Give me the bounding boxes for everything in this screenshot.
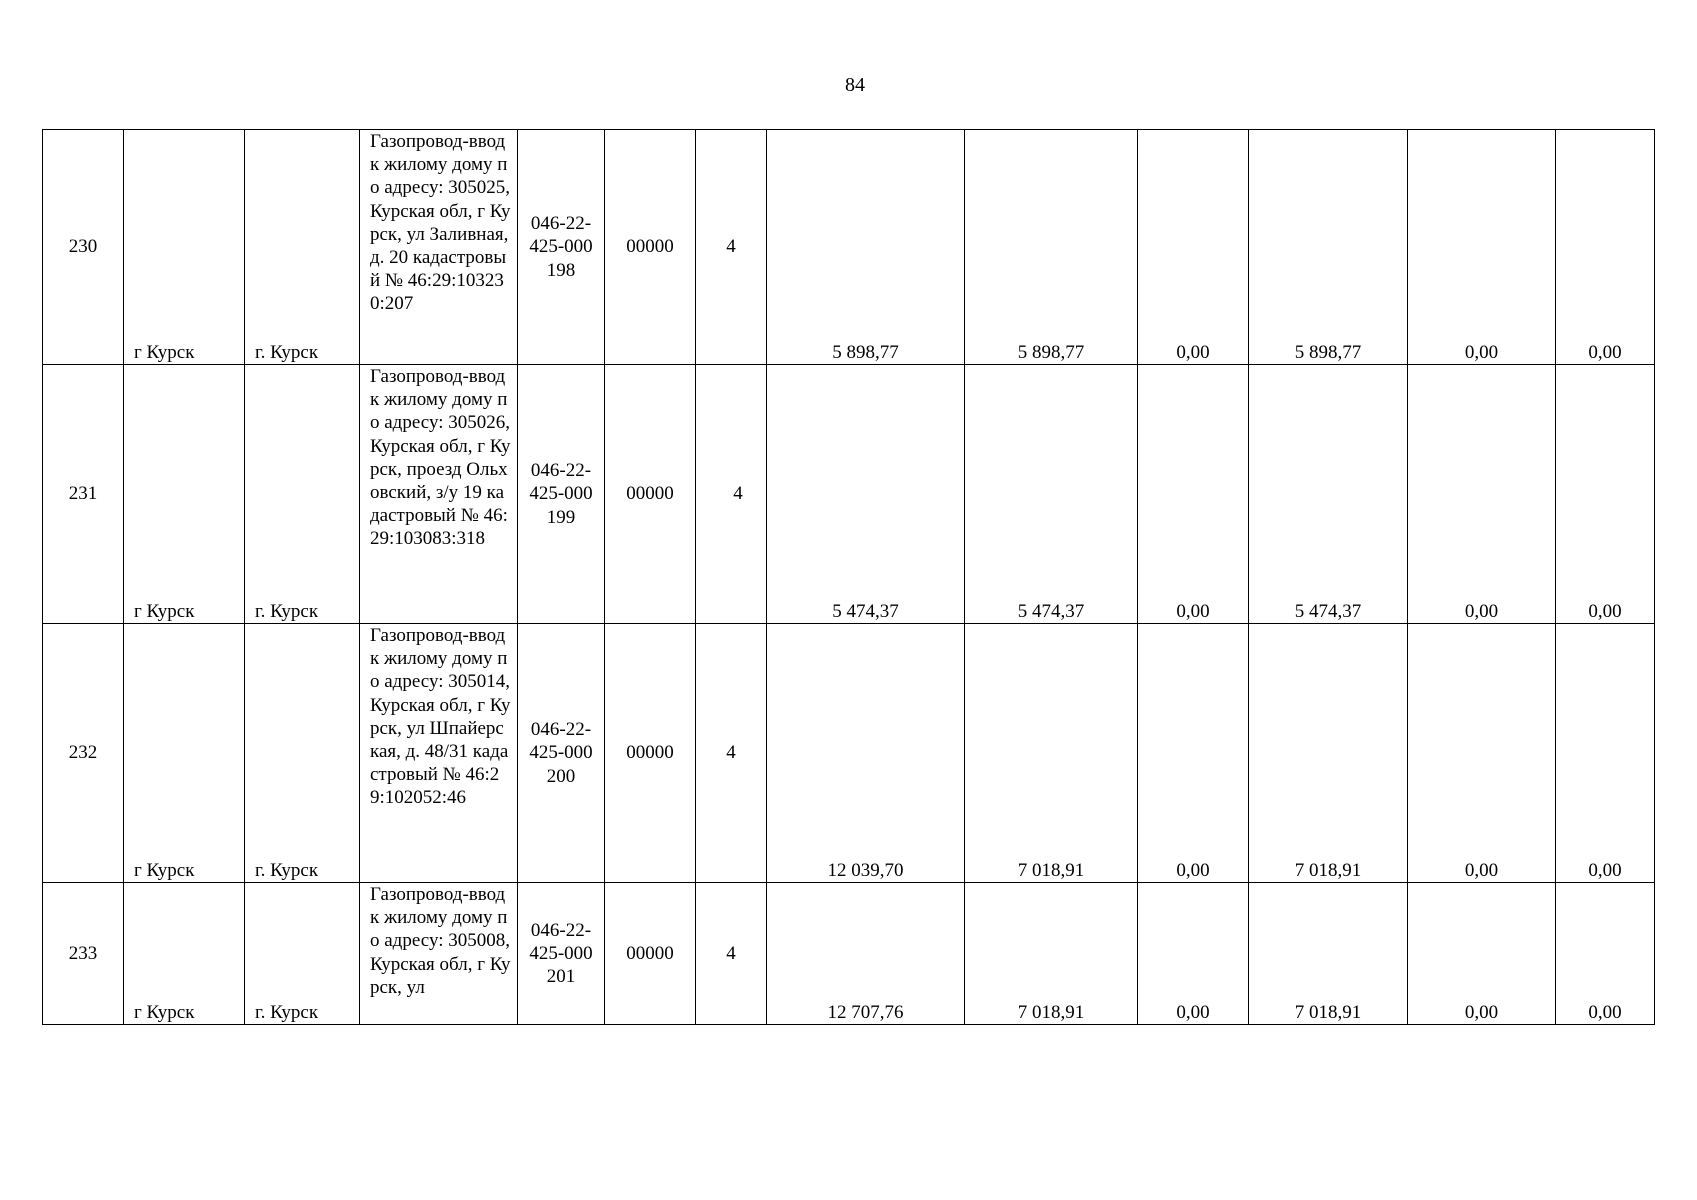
category-cell: 4	[696, 883, 767, 1025]
value-cell-4: 7 018,91	[1249, 624, 1408, 883]
value-cell-2: 5 474,37	[965, 365, 1138, 624]
value-cell-5: 0,00	[1408, 365, 1556, 624]
registry-code-text: 046-22-425-000200	[529, 719, 593, 787]
registry-code-text: 046-22-425-000198	[529, 213, 593, 281]
page-number: 84	[845, 74, 865, 96]
zeros-code-cell: 00000	[605, 883, 696, 1025]
table-row	[43, 624, 1655, 883]
value-cell-4: 5 474,37	[1249, 365, 1408, 624]
value-cell-2: 5 898,77	[965, 130, 1138, 365]
municipality-cell: г Курск	[124, 883, 245, 1025]
value-cell-3: 0,00	[1138, 365, 1249, 624]
registry-code-cell	[518, 365, 605, 624]
value-cell-5: 0,00	[1408, 883, 1556, 1025]
municipality-cell: г Курск	[124, 130, 245, 365]
category-cell: 4	[696, 624, 767, 883]
zeros-code-cell: 00000	[605, 130, 696, 365]
locality-cell: г. Курск	[245, 883, 360, 1025]
value-cell-6: 0,00	[1556, 365, 1655, 624]
value-cell-2: 7 018,91	[965, 883, 1138, 1025]
category-cell: 4	[696, 130, 767, 365]
table-row	[43, 130, 1655, 365]
value-cell-6: 0,00	[1556, 130, 1655, 365]
value-cell-1: 12 707,76	[767, 883, 965, 1025]
value-cell-5: 0,00	[1408, 624, 1556, 883]
zeros-code-cell: 00000	[605, 365, 696, 624]
object-description-cell: Газопровод-ввод к жилому дому по адресу: 305026, Курская обл, г Курск, проезд Ольховский, з/у 19 кадастровый № 46:29:103083:318	[360, 365, 518, 624]
object-description-cell: Газопровод-ввод к жилому дому по адресу: 305014, Курская обл, г Курск, ул Шпайерская, д. 48/31 кадастровый № 46:29:102052:46	[360, 624, 518, 883]
value-cell-2: 7 018,91	[965, 624, 1138, 883]
value-cell-1: 5 898,77	[767, 130, 965, 365]
registry-code-text: 046-22-425-000199	[529, 460, 593, 528]
value-cell-4: 5 898,77	[1249, 130, 1408, 365]
asset-registry-table	[42, 129, 1655, 1025]
value-cell-4: 7 018,91	[1249, 883, 1408, 1025]
registry-code-text: 046-22-425-000201	[529, 919, 593, 988]
municipality-cell: г Курск	[124, 624, 245, 883]
zeros-code-cell: 00000	[605, 624, 696, 883]
locality-cell: г. Курск	[245, 365, 360, 624]
row-number-cell: 231	[43, 365, 124, 624]
row-number-cell: 230	[43, 130, 124, 365]
municipality-cell: г Курск	[124, 365, 245, 624]
value-cell-6: 0,00	[1556, 624, 1655, 883]
registry-code-cell	[518, 883, 605, 1025]
value-cell-6: 0,00	[1556, 883, 1655, 1025]
registry-code-cell	[518, 130, 605, 365]
value-cell-3: 0,00	[1138, 130, 1249, 365]
registry-code-cell	[518, 624, 605, 883]
value-cell-1: 12 039,70	[767, 624, 965, 883]
table-row	[43, 365, 1655, 624]
locality-cell: г. Курск	[245, 624, 360, 883]
value-cell-5: 0,00	[1408, 130, 1556, 365]
row-number-cell: 233	[43, 883, 124, 1025]
value-cell-3: 0,00	[1138, 883, 1249, 1025]
object-description-cell: Газопровод-ввод к жилому дому по адресу: 305025, Курская обл, г Курск, ул Заливная, д. 20 кадастровый № 46:29:103230:207	[360, 130, 518, 365]
value-cell-3: 0,00	[1138, 624, 1249, 883]
table-row	[43, 883, 1655, 1025]
locality-cell: г. Курск	[245, 130, 360, 365]
value-cell-1: 5 474,37	[767, 365, 965, 624]
object-description-cell: Газопровод-ввод к жилому дому по адресу: 305008, Курская обл, г Курск, ул	[360, 883, 518, 1025]
row-number-cell: 232	[43, 624, 124, 883]
category-cell: 4	[696, 365, 767, 624]
